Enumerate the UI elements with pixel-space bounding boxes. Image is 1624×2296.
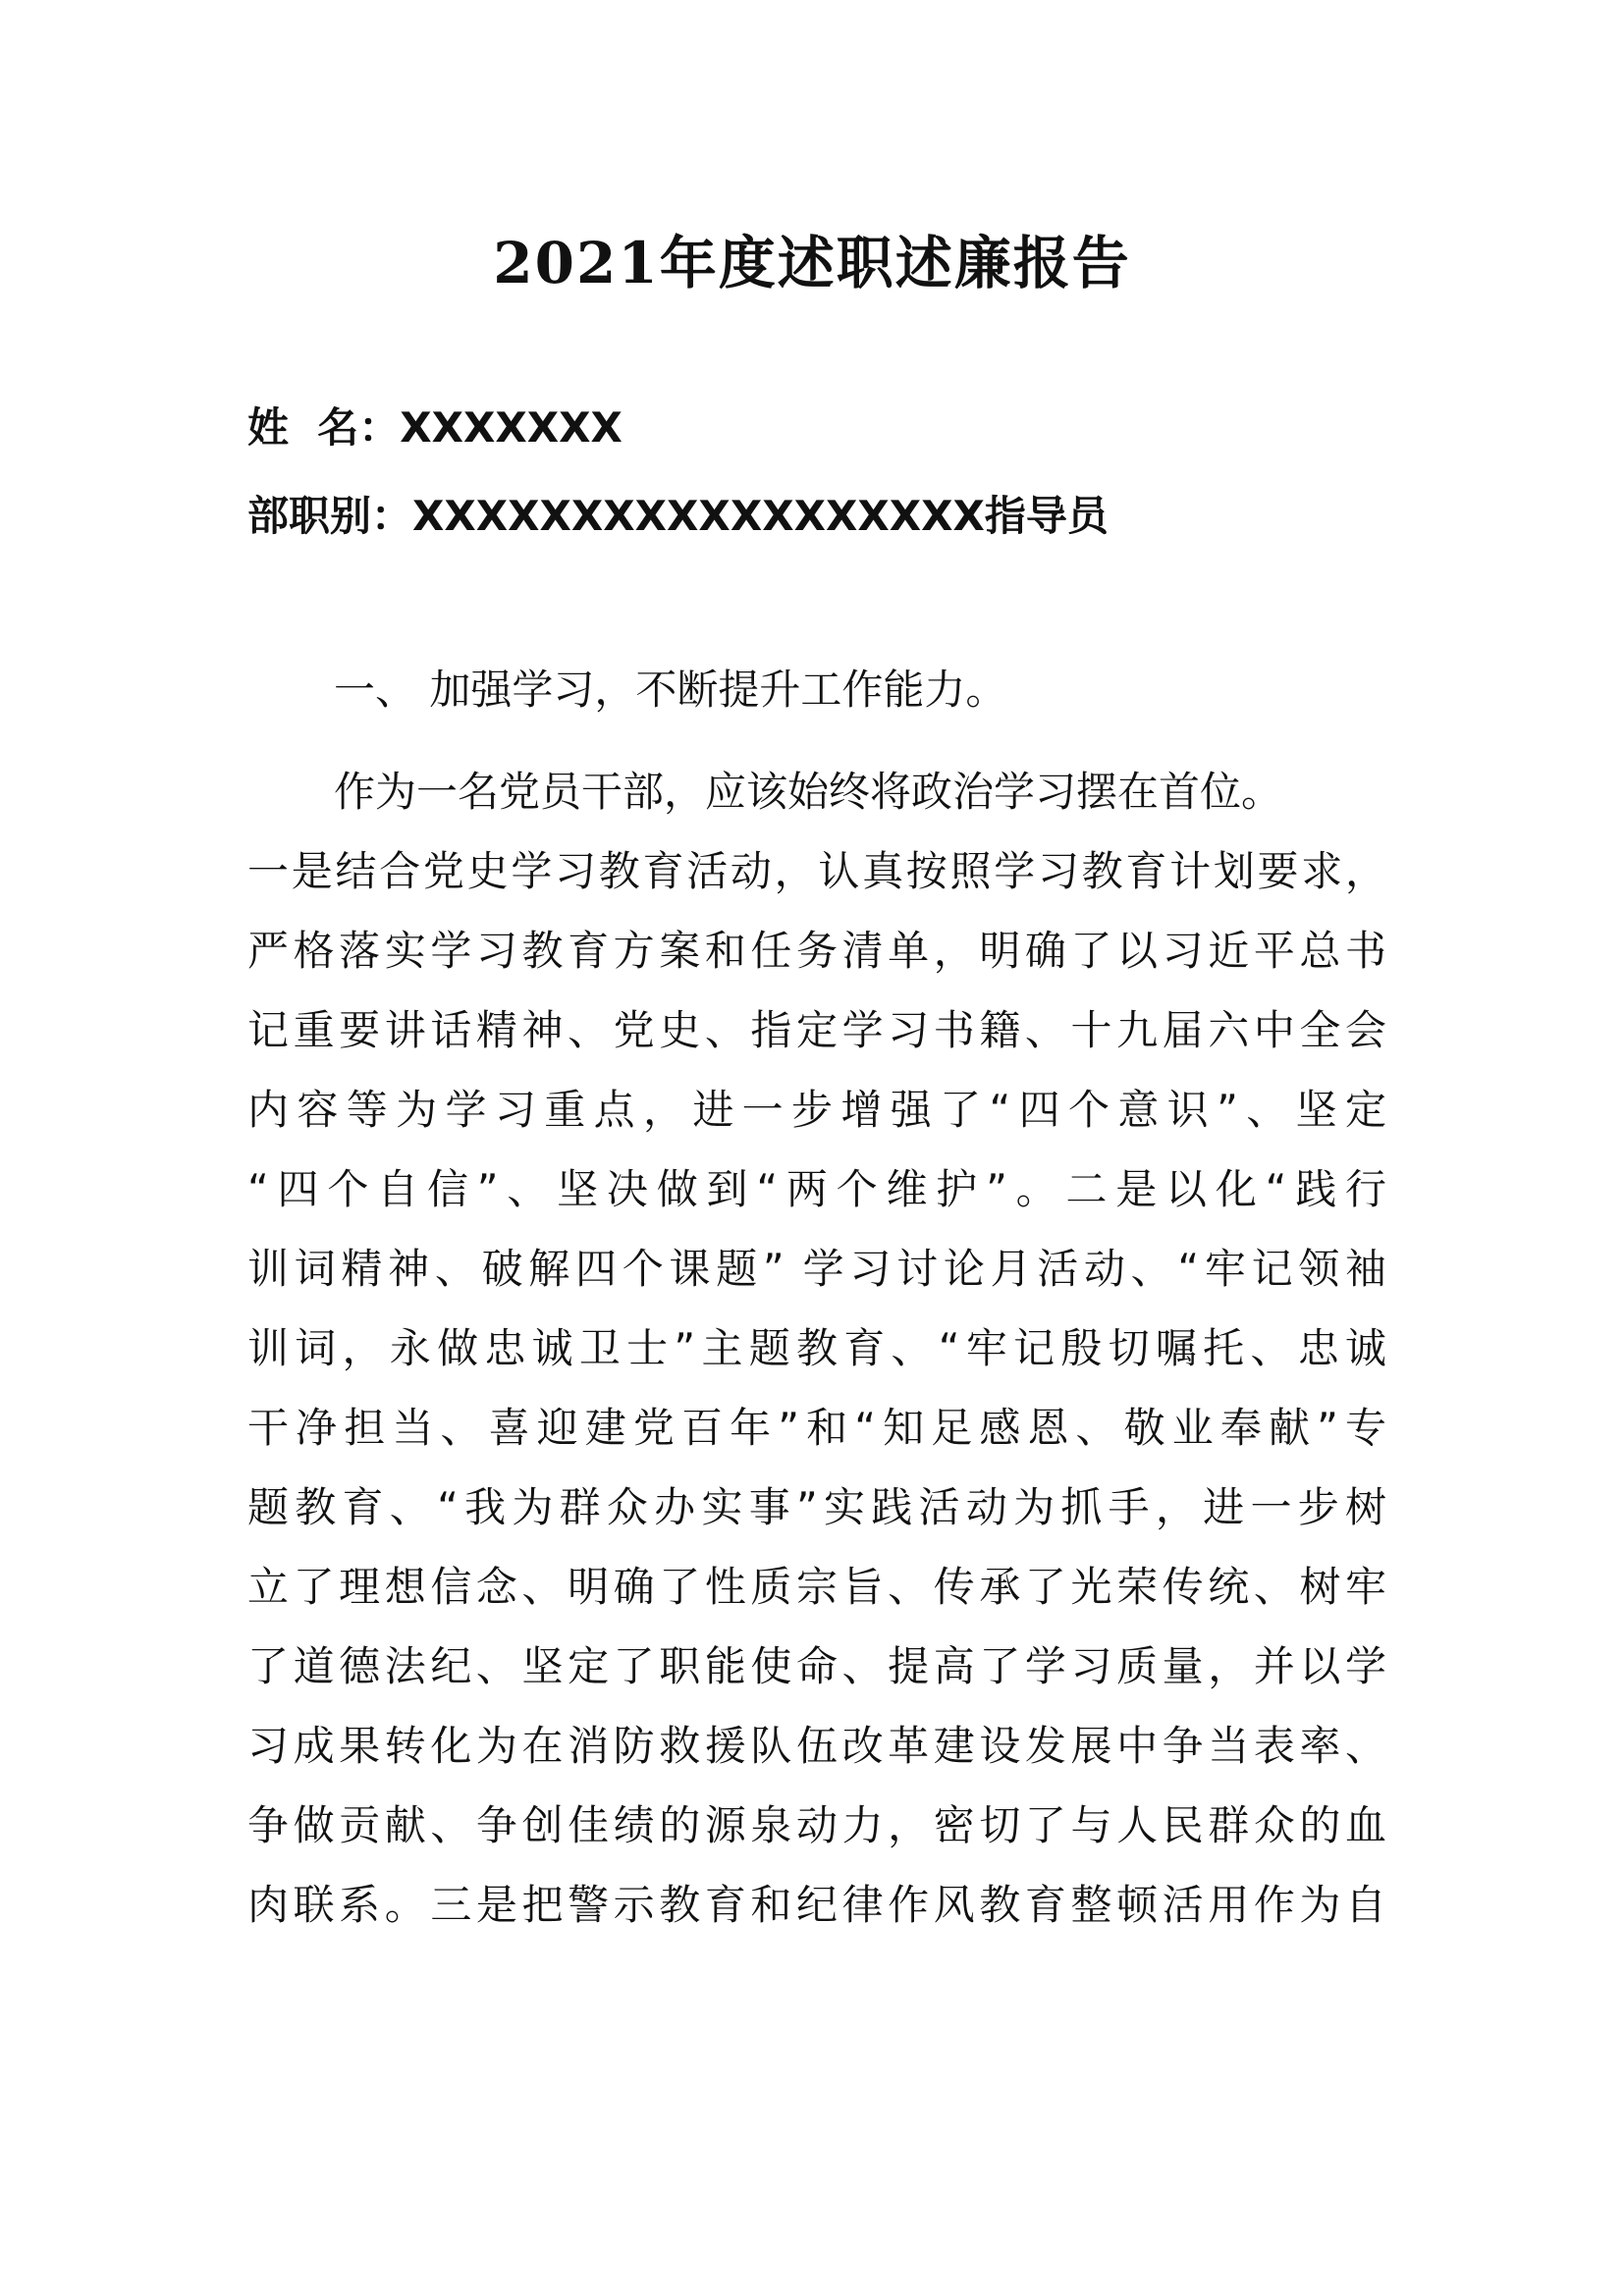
body-paragraph: [247, 752, 1386, 1945]
body-line: 训词精神、破解四个课题” 学习讨论月活动、“牢记领袖: [247, 1245, 1386, 1293]
body-line: 作为一名党员干部，应该始终将政治学习摆在首位。: [334, 768, 1283, 816]
body-line: 严格落实学习教育方案和任务清单，明确了以习近平总书: [247, 927, 1386, 975]
body-line: 争做贡献、争创佳绩的源泉动力，密切了与人民群众的血: [247, 1801, 1386, 1849]
body-line: 习成果转化为在消防救援队伍改革建设发展中争当表率、: [247, 1722, 1386, 1770]
body-line: 题教育、“我为群众办实事”实践活动为抓手，进一步树: [247, 1483, 1386, 1531]
department-line: 部职别：XXXXXXXXXXXXXXXXXX指导员: [247, 492, 1109, 540]
document-title: 2021年度述职述廉报告: [493, 230, 1131, 296]
name-line: 姓 名：XXXXXXX: [247, 403, 623, 452]
section-heading: 一、 加强学习，不断提升工作能力。: [334, 666, 1007, 714]
body-line: “四个自信”、坚决做到“两个维护”。二是以化“践行: [247, 1165, 1386, 1213]
body-line: 肉联系。三是把警示教育和纪律作风教育整顿活用作为自: [247, 1881, 1386, 1929]
body-line: 干净担当、喜迎建党百年”和“知足感恩、敬业奉献”专: [247, 1404, 1386, 1452]
body-line: 立了理想信念、明确了性质宗旨、传承了光荣传统、树牢: [247, 1563, 1386, 1611]
body-line: 内容等为学习重点，进一步增强了“四个意识”、坚定: [247, 1086, 1386, 1134]
body-line: 记重要讲话精神、党史、指定学习书籍、十九届六中全会: [247, 1006, 1386, 1054]
body-line: 了道德法纪、坚定了职能使命、提高了学习质量，并以学: [247, 1642, 1386, 1690]
body-line: 训词，永做忠诚卫士”主题教育、“牢记殷切嘱托、忠诚: [247, 1324, 1386, 1372]
body-line: 一是结合党史学习教育活动，认真按照学习教育计划要求，: [247, 847, 1386, 895]
